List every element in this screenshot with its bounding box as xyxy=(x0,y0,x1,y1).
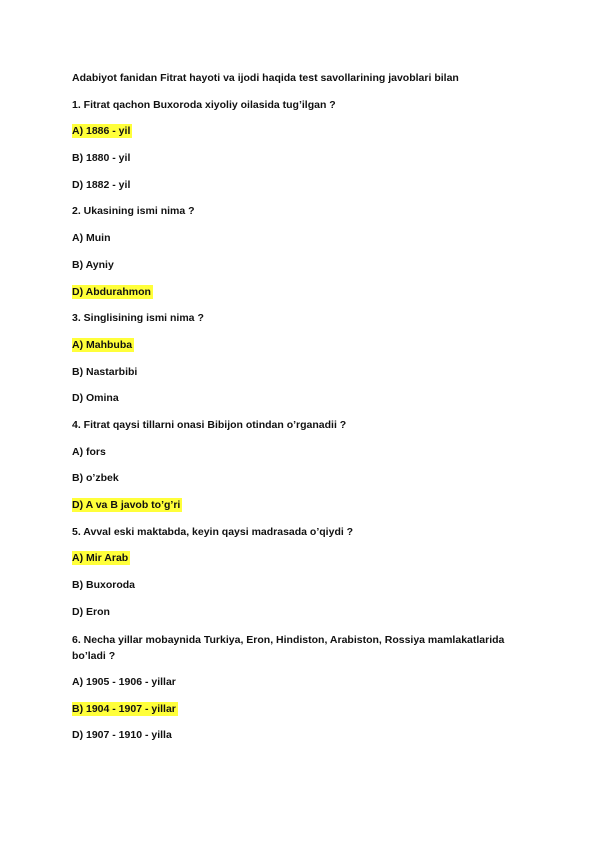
question-3: 3. Singlisining ismi nima ? xyxy=(72,312,204,325)
answer-option xyxy=(72,552,532,565)
answer-option: B) Ayniy xyxy=(72,258,114,271)
answer-option: B) 1880 - yil xyxy=(72,152,131,165)
answer-option: B) Nastarbibi xyxy=(72,365,138,378)
highlighted-correct-answer: D) Abdurahmon xyxy=(72,285,151,298)
answer-option: D) Eron xyxy=(72,605,110,618)
answer-option: D) 1882 - yil xyxy=(72,178,131,191)
answer-option xyxy=(72,703,532,716)
highlighted-correct-answer: A) Mir Arab xyxy=(72,552,129,565)
answer-option: A) 1905 - 1906 - yillar xyxy=(72,675,176,688)
question-6: 6. Necha yillar mobaynida Turkiya, Eron, Hindiston, Arabiston, Rossiya mamlakatlarida bo’ladi ? xyxy=(72,634,505,663)
document-title: Adabiyot fanidan Fitrat hayoti va ijodi haqida test savollarining javoblari bilan xyxy=(72,72,459,84)
question-2: 2. Ukasining ismi nima ? xyxy=(72,205,195,218)
answer-option: B) o’zbek xyxy=(72,472,119,485)
question-1: 1. Fitrat qachon Buxoroda xiyoliy oilasida tug’ilgan ? xyxy=(72,98,336,111)
highlighted-correct-answer: D) A va B javob to’g’ri xyxy=(72,499,181,511)
question-5: 5. Avval eski maktabda, keyin qaysi madrasada o’qiydi ? xyxy=(72,525,354,538)
question-4: 4. Fitrat qaysi tillarni onasi Bibijon otindan o’rganadii ? xyxy=(72,418,347,431)
highlighted-correct-answer: A) 1886 - yil xyxy=(72,125,131,138)
answer-option: D) Omina xyxy=(72,392,119,405)
answer-option xyxy=(72,125,532,138)
answer-option: A) Muin xyxy=(72,232,111,245)
answer-option xyxy=(72,339,532,352)
answer-option xyxy=(72,499,532,512)
answer-option: B) Buxoroda xyxy=(72,579,135,592)
highlighted-correct-answer: A) Mahbuba xyxy=(72,338,133,351)
document-page xyxy=(72,72,532,756)
answer-option: A) fors xyxy=(72,445,106,458)
answer-option xyxy=(72,286,532,299)
answer-option: D) 1907 - 1910 - yilla xyxy=(72,729,172,742)
highlighted-correct-answer: B) 1904 - 1907 - yillar xyxy=(72,702,176,715)
